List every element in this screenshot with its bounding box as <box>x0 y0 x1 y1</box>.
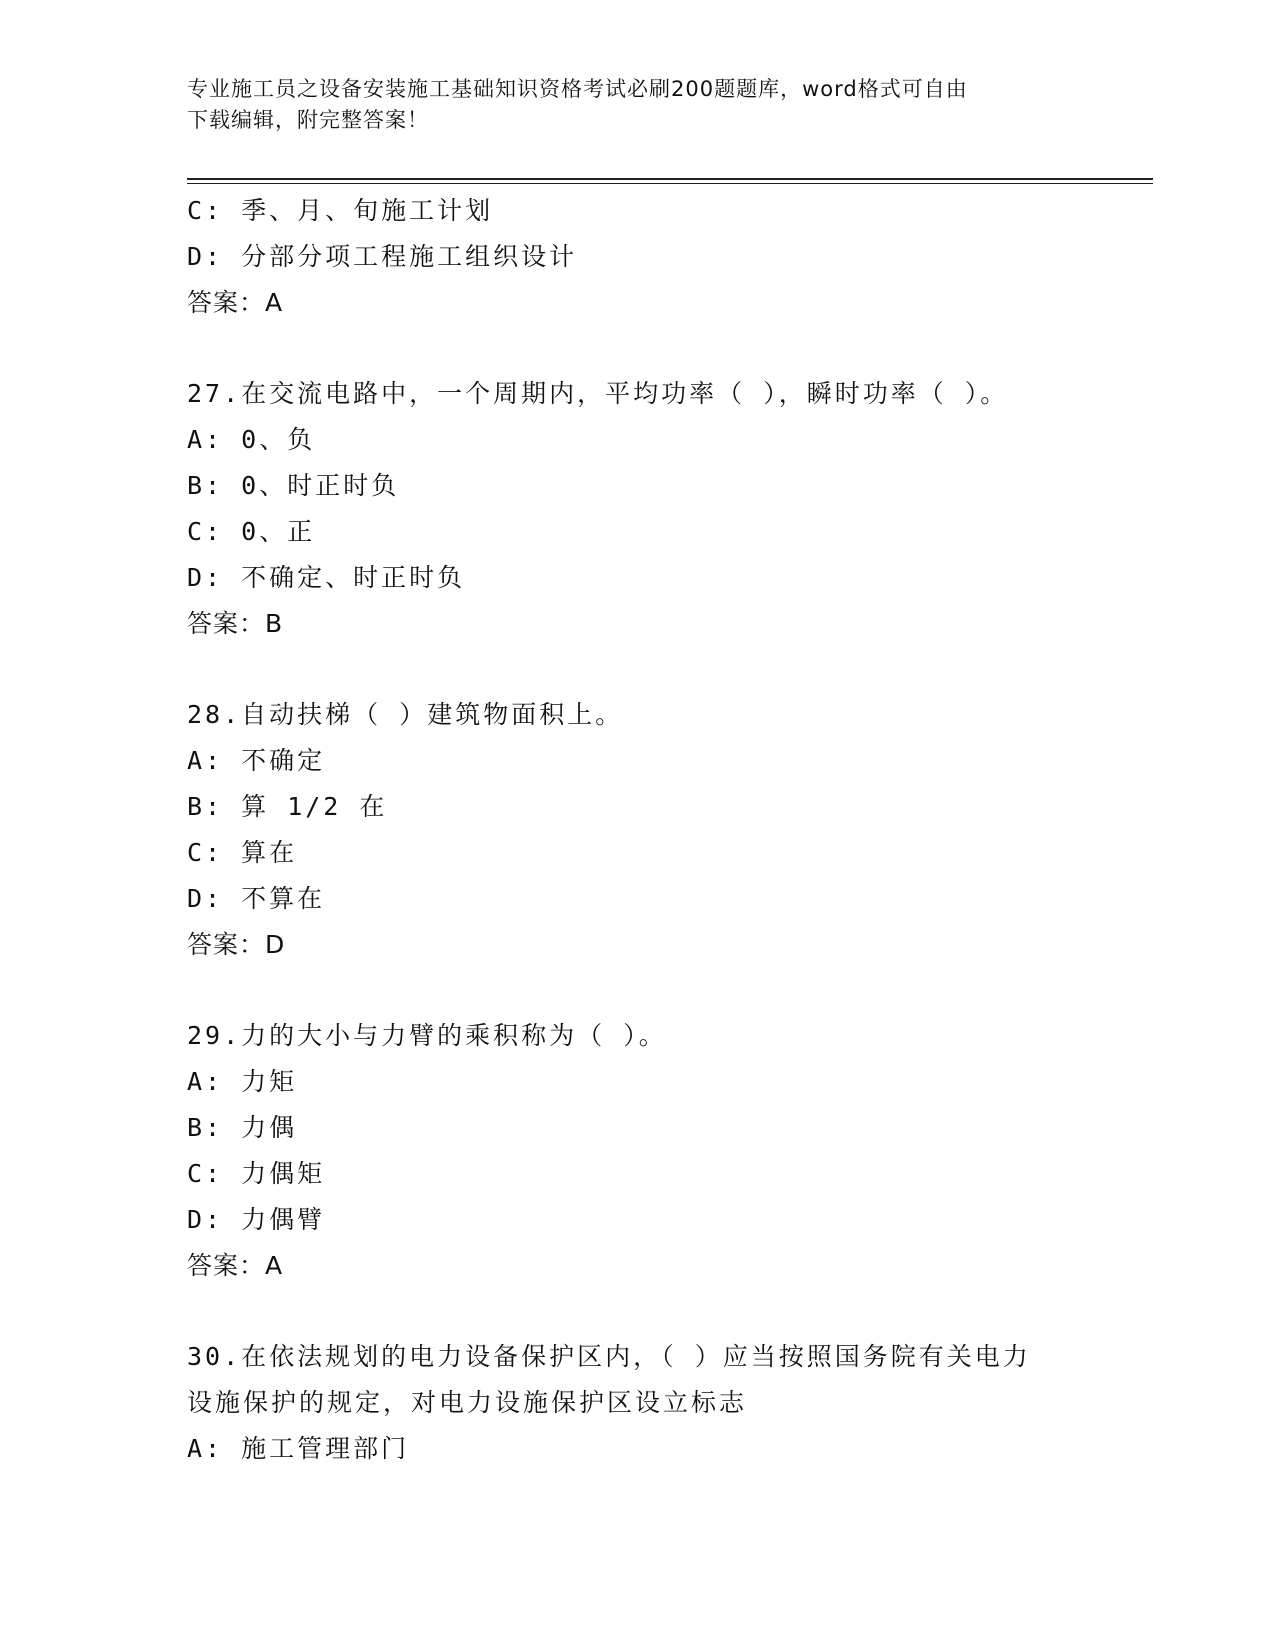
header-divider-thin <box>187 183 1153 184</box>
question-29 <box>187 1013 1087 1289</box>
option-c: C: 0、正 <box>187 517 316 546</box>
option-d: D: 力偶臂 <box>187 1205 326 1234</box>
answer-line: 答案：A <box>187 288 284 317</box>
option-b: B: 0、时正时负 <box>187 471 400 500</box>
question-stem-line-1: 30.在依法规划的电力设备保护区内，（ ）应当按照国务院有关电力 <box>187 1342 1031 1371</box>
header-divider-thick <box>187 178 1153 180</box>
question-stem: 29.力的大小与力臂的乘积称为（ ）。 <box>187 1021 667 1050</box>
option-a: A: 施工管理部门 <box>187 1434 410 1463</box>
question-stem: 27.在交流电路中，一个周期内，平均功率（ ），瞬时功率（ ）。 <box>187 379 1009 408</box>
question-26-tail <box>187 188 1087 326</box>
question-list <box>187 188 1087 1472</box>
question-stem: 28.自动扶梯（ ）建筑物面积上。 <box>187 700 624 729</box>
option-d: D: 不算在 <box>187 884 326 913</box>
option-a: A: 不确定 <box>187 746 326 775</box>
header-line-2: 下载编辑，附完整答案！ <box>187 108 429 132</box>
document-header <box>187 74 1087 136</box>
spacer <box>187 1289 1087 1334</box>
spacer <box>187 326 1087 371</box>
spacer <box>187 647 1087 692</box>
option-a: A: 力矩 <box>187 1067 298 1096</box>
option-c: C: 季、月、旬施工计划 <box>187 196 494 225</box>
answer-line: 答案：B <box>187 609 284 638</box>
question-28 <box>187 692 1087 968</box>
option-c: C: 算在 <box>187 838 298 867</box>
option-b: B: 算 1/2 在 <box>187 792 388 821</box>
spacer <box>187 968 1087 1013</box>
option-d: D: 分部分项工程施工组织设计 <box>187 242 578 271</box>
option-d: D: 不确定、时正时负 <box>187 563 466 592</box>
header-line-1: 专业施工员之设备安装施工基础知识资格考试必刷200题题库，word格式可自由 <box>187 77 968 101</box>
question-30 <box>187 1334 1087 1472</box>
question-stem-line-2: 设施保护的规定，对电力设施保护区设立标志 <box>187 1388 748 1417</box>
answer-line: 答案：A <box>187 1251 284 1280</box>
option-b: B: 力偶 <box>187 1113 298 1142</box>
answer-line: 答案：D <box>187 930 286 959</box>
option-a: A: 0、负 <box>187 425 316 454</box>
question-27 <box>187 371 1087 647</box>
option-c: C: 力偶矩 <box>187 1159 326 1188</box>
